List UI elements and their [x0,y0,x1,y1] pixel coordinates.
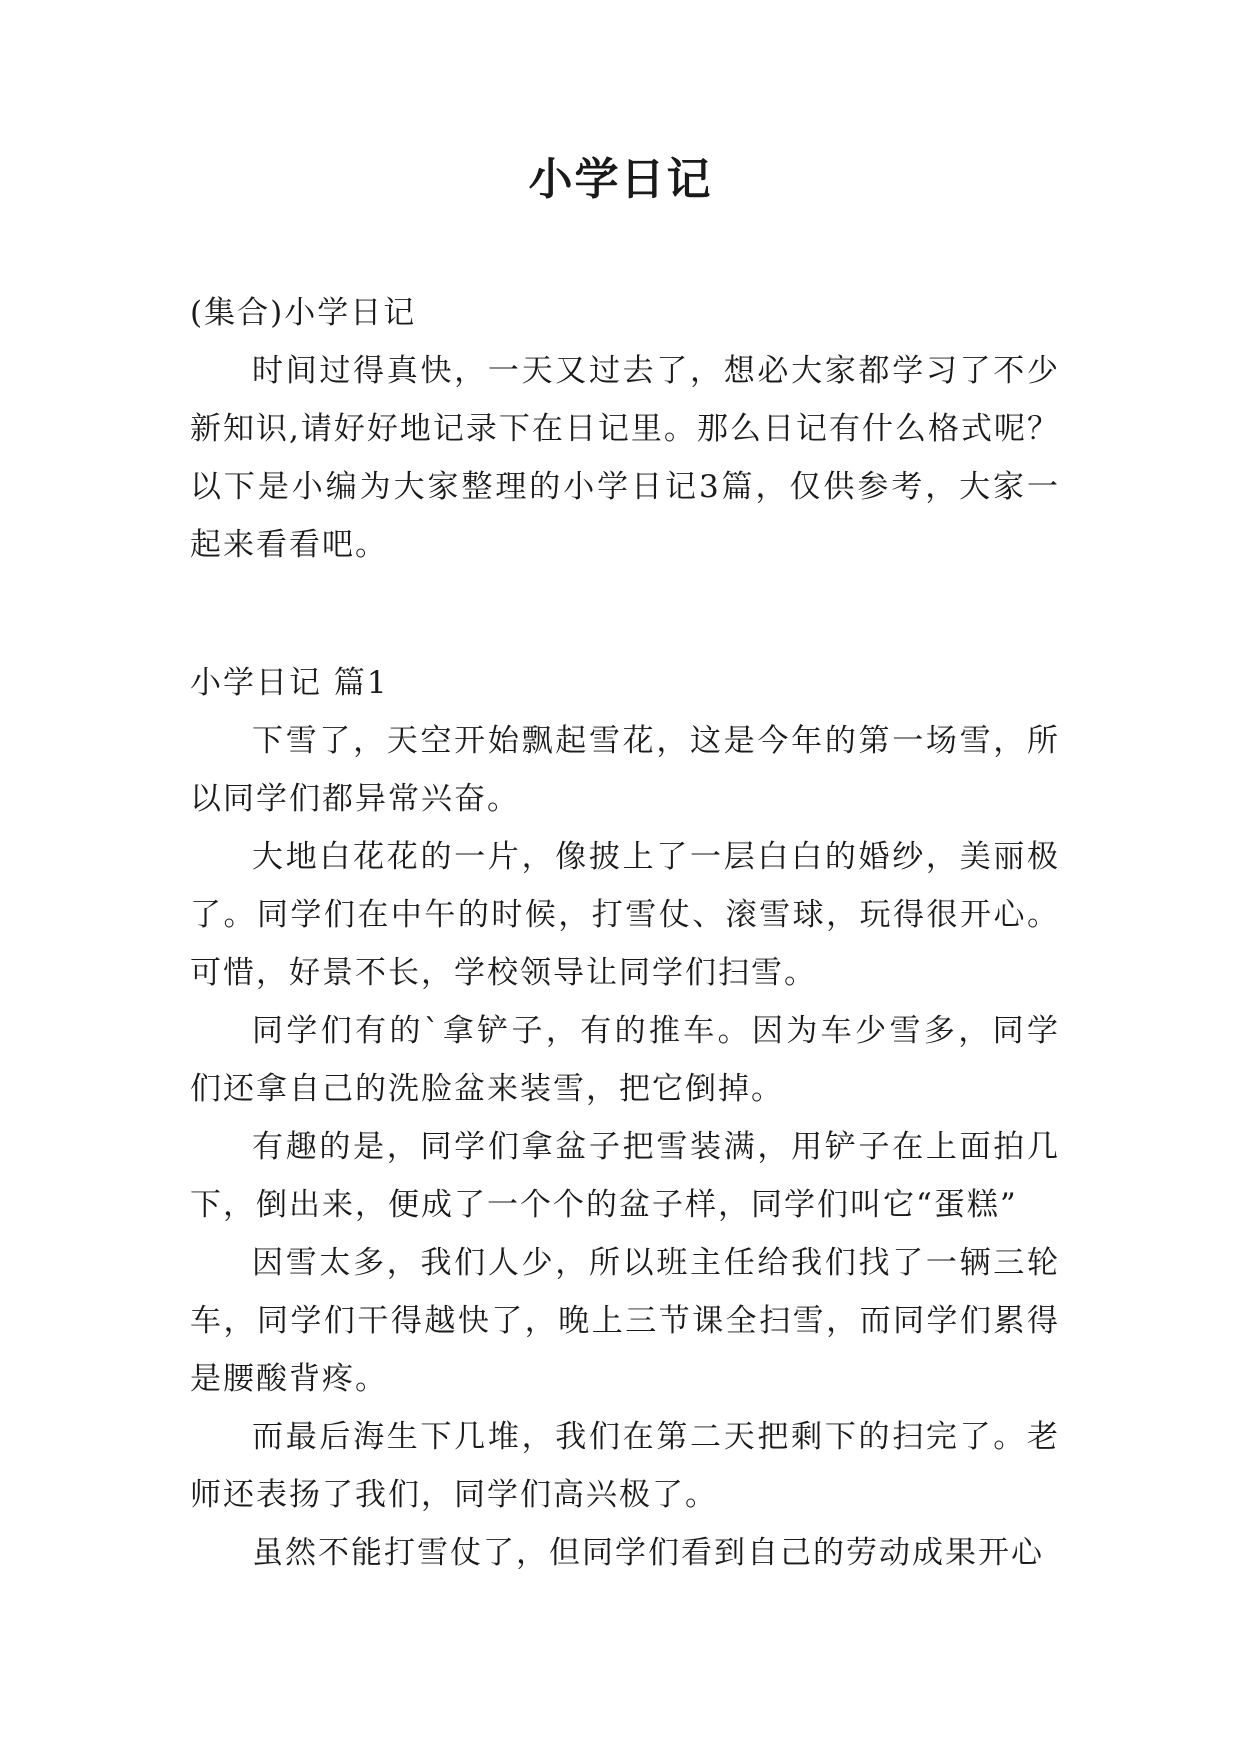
section-gap [190,574,1060,654]
body-paragraph: 下雪了，天空开始飘起雪花，这是今年的第一场雪，所以同学们都异常兴奋。 [190,723,1060,817]
body-paragraph: 同学们有的`拿铲子，有的推车。因为车少雪多，同学们还拿自己的洗脸盆来装雪，把它倒掉。 [190,1013,1060,1107]
body-paragraph: 虽然不能打雪仗了，但同学们看到自己的劳动成果开心 [252,1535,1044,1571]
document-title: 小学日记 [528,154,713,205]
body-paragraph: 而最后海生下几堆，我们在第二天把剩下的扫完了。老师还表扬了我们，同学们高兴极了。 [190,1419,1060,1513]
section-heading: 小学日记 篇1 [190,665,389,701]
subtitle: (集合)小学日记 [190,295,417,331]
intro-paragraph: 时间过得真快，一天又过去了，想必大家都学习了不少新知识,请好好地记录下在日记里。那么日记有什么格式呢？以下是小编为大家整理的小学日记3篇，仅供参考，大家一起来看看吧。 [190,353,1060,563]
body-paragraph: 大地白花花的一片，像披上了一层白白的婚纱，美丽极了。同学们在中午的时候，打雪仗、滚雪球，玩得很开心。可惜，好景不长，学校领导让同学们扫雪。 [190,839,1060,991]
body-paragraph: 有趣的是，同学们拿盆子把雪装满，用铲子在上面拍几下，倒出来，便成了一个个的盆子样，同学们叫它“蛋糕” [190,1129,1060,1223]
body-paragraph: 因雪太多，我们人少，所以班主任给我们找了一辆三轮车，同学们干得越快了，晚上三节课全扫雪，而同学们累得是腰酸背疼。 [190,1245,1060,1397]
document-body [190,284,1060,1582]
